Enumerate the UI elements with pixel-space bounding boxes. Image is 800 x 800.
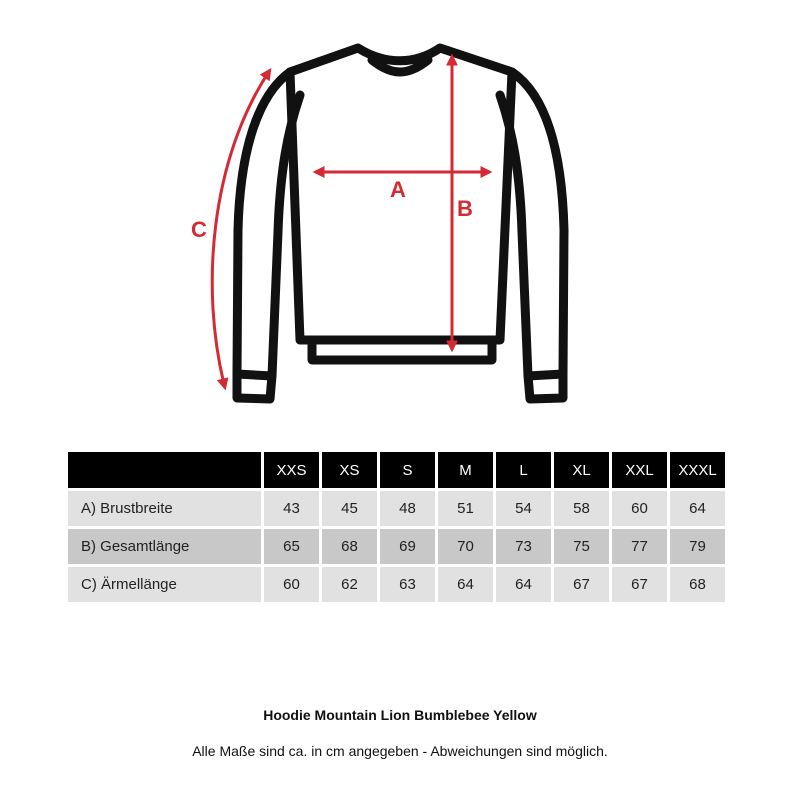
size-header-xxl: XXL xyxy=(612,452,667,488)
measurement-disclaimer: Alle Maße sind ca. in cm angegeben - Abweichungen sind möglich. xyxy=(192,743,608,759)
size-table xyxy=(65,449,728,605)
table-cell: 60 xyxy=(264,567,319,602)
table-row-aermellaenge xyxy=(68,567,725,602)
table-cell: 43 xyxy=(264,491,319,526)
size-header-l: L xyxy=(496,452,551,488)
table-cell: 68 xyxy=(322,529,377,564)
row-label: B) Gesamtlänge xyxy=(68,529,261,564)
size-header-xxxl: XXXL xyxy=(670,452,725,488)
sweatshirt-outline xyxy=(237,48,564,399)
size-header-xs: XS xyxy=(322,452,377,488)
size-header-s: S xyxy=(380,452,435,488)
size-header-xl: XL xyxy=(554,452,609,488)
table-cell: 64 xyxy=(438,567,493,602)
header-corner-cell xyxy=(68,452,261,488)
table-cell: 79 xyxy=(670,529,725,564)
table-row-brustbreite xyxy=(68,491,725,526)
table-cell: 64 xyxy=(670,491,725,526)
table-cell: 48 xyxy=(380,491,435,526)
table-cell: 62 xyxy=(322,567,377,602)
table-cell: 60 xyxy=(612,491,667,526)
row-label: A) Brustbreite xyxy=(68,491,261,526)
table-cell: 45 xyxy=(322,491,377,526)
table-cell: 64 xyxy=(496,567,551,602)
table-cell: 75 xyxy=(554,529,609,564)
measure-b-label: B xyxy=(457,196,473,221)
row-label: C) Ärmellänge xyxy=(68,567,261,602)
table-cell: 63 xyxy=(380,567,435,602)
table-cell: 51 xyxy=(438,491,493,526)
table-cell: 54 xyxy=(496,491,551,526)
table-cell: 77 xyxy=(612,529,667,564)
table-row-gesamtlaenge xyxy=(68,529,725,564)
size-header-row xyxy=(68,452,725,488)
table-cell: 65 xyxy=(264,529,319,564)
table-cell: 67 xyxy=(554,567,609,602)
product-title: Hoodie Mountain Lion Bumblebee Yellow xyxy=(263,707,537,723)
measure-a-label: A xyxy=(390,177,406,202)
measure-c-label: C xyxy=(191,217,207,242)
table-cell: 73 xyxy=(496,529,551,564)
size-header-xxs: XXS xyxy=(264,452,319,488)
table-cell: 69 xyxy=(380,529,435,564)
table-cell: 68 xyxy=(670,567,725,602)
size-header-m: M xyxy=(438,452,493,488)
left-sleeve xyxy=(237,72,300,376)
table-cell: 58 xyxy=(554,491,609,526)
table-cell: 70 xyxy=(438,529,493,564)
table-cell: 67 xyxy=(612,567,667,602)
